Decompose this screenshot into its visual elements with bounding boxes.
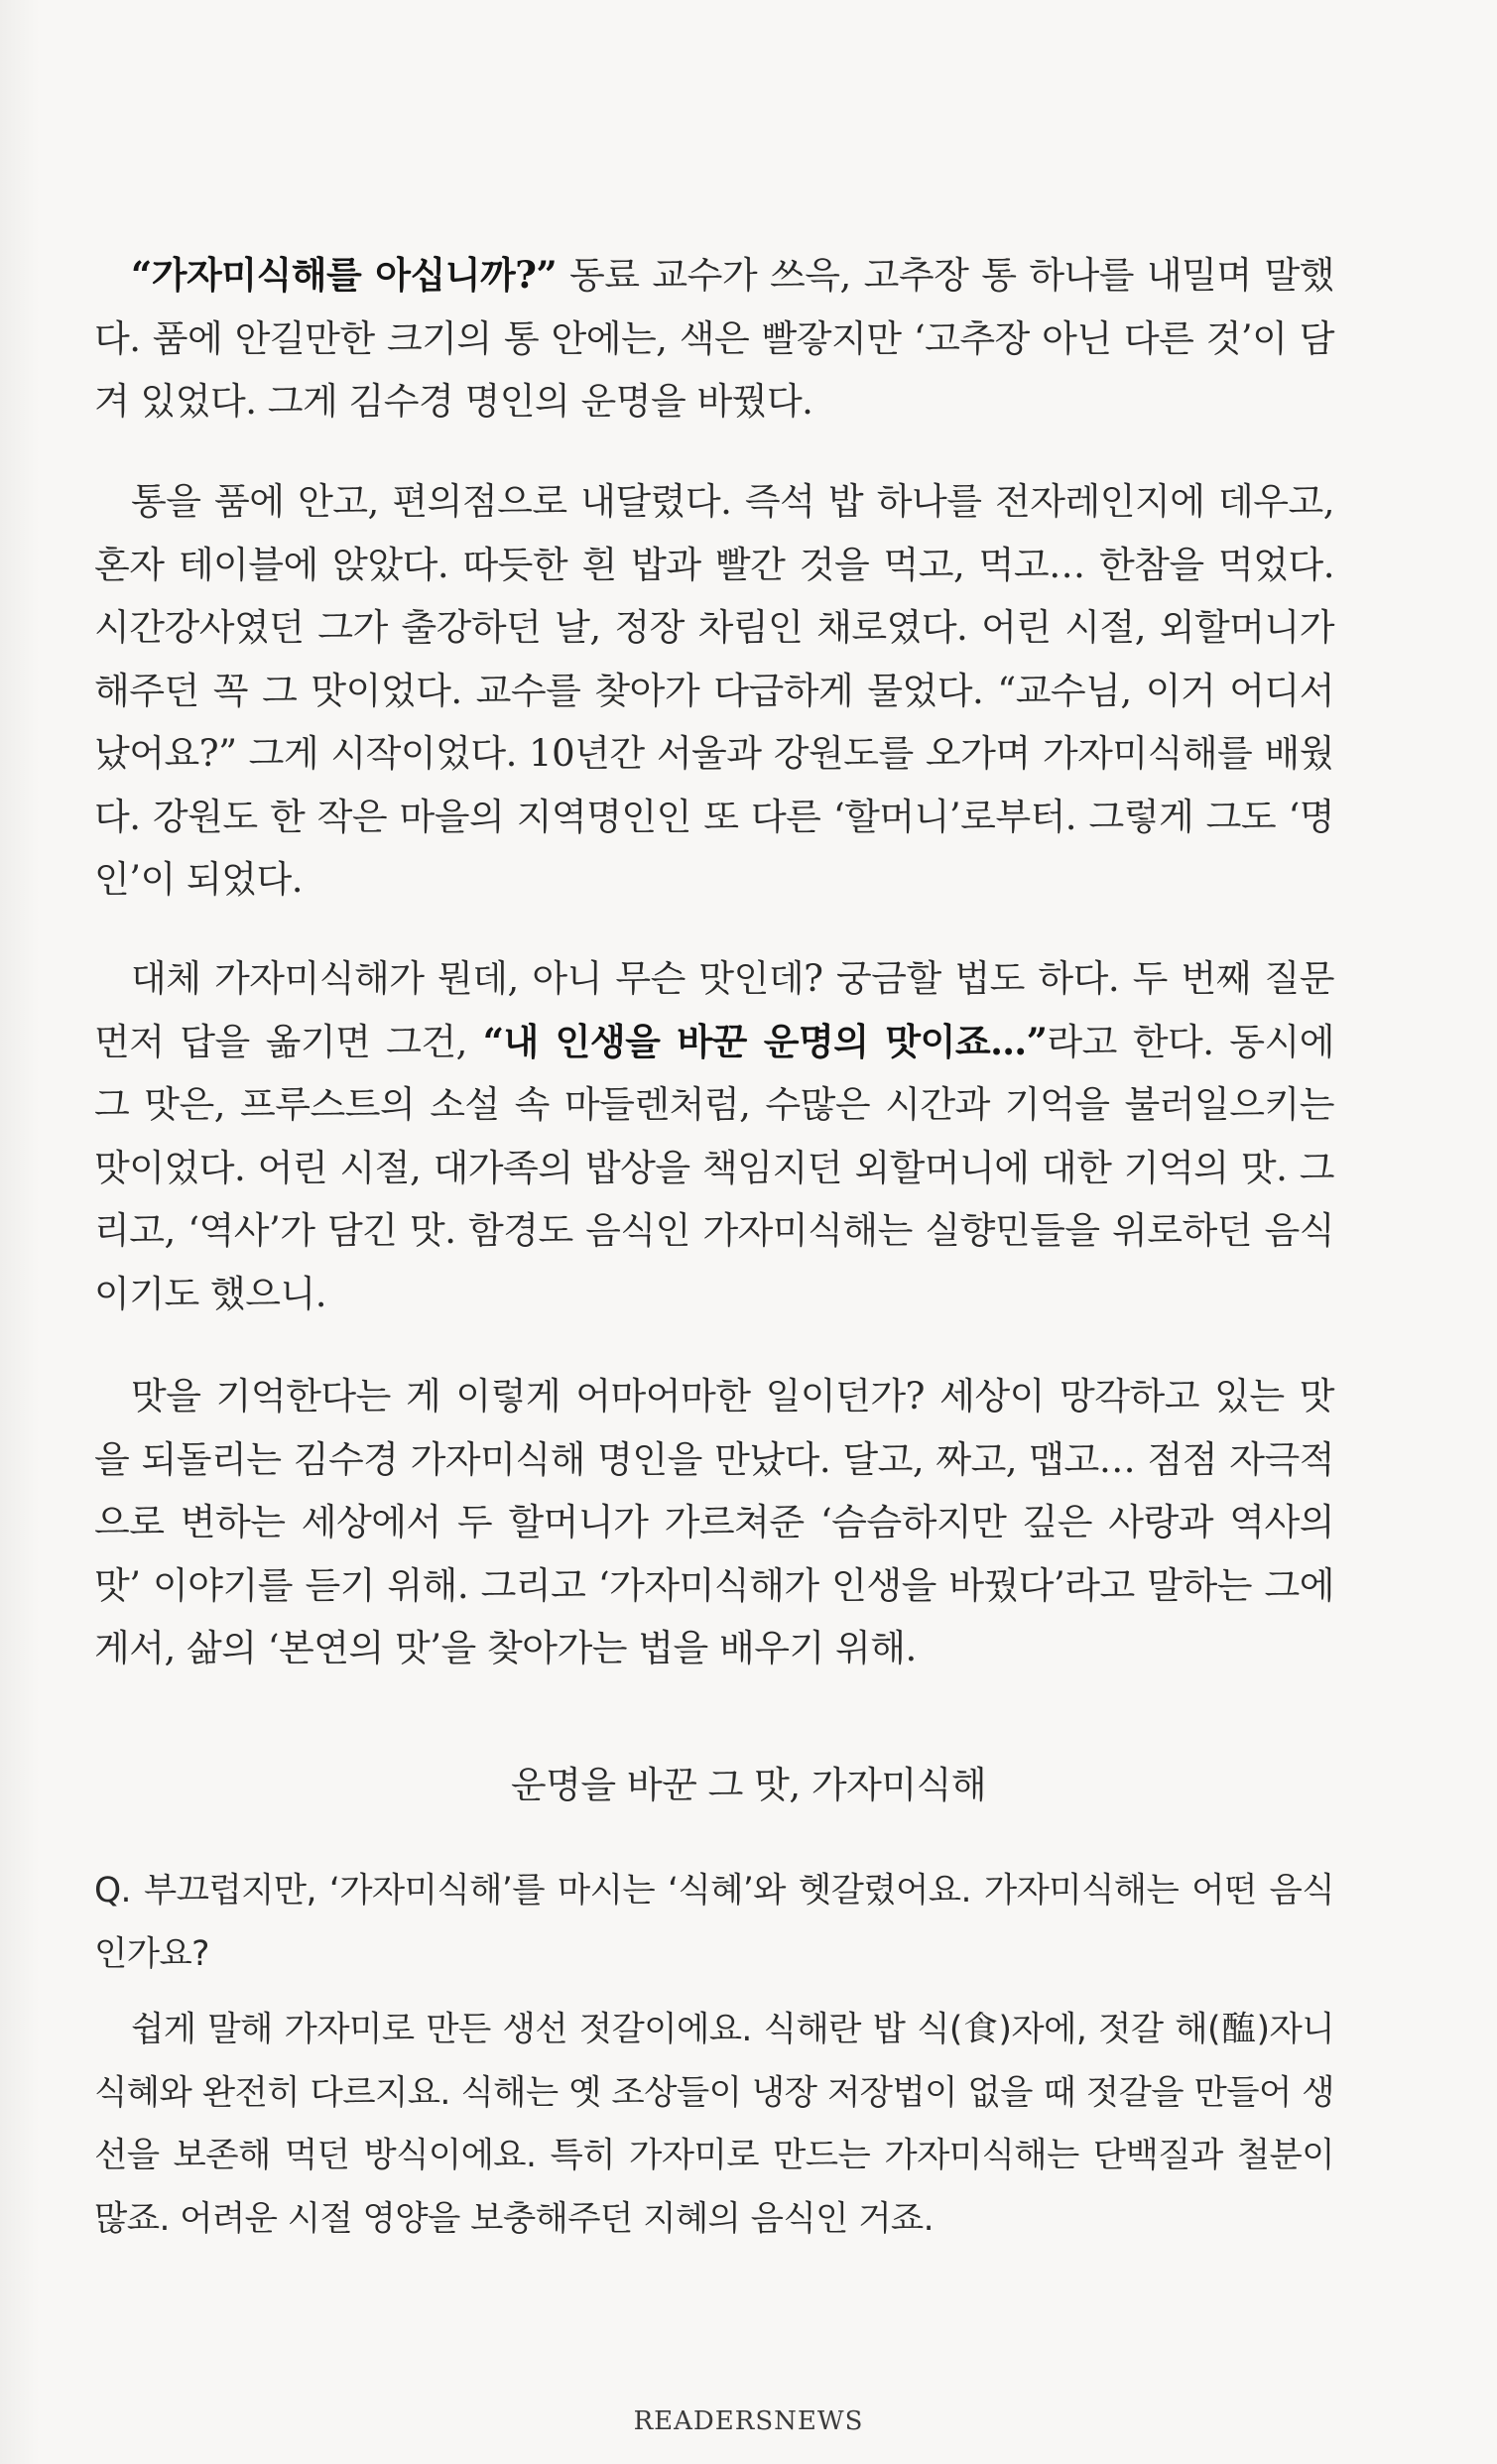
intro-text: 동료 교수가 쓰윽, 고추장 통 하나를 내밀며 말했다. 품에 안길만한 크기의 통 안에는, 색은 빨갛지만 ‘고추장 아닌 다른 것’이 담겨 있었다. 그게 김수경 명인의 운명을 바꿨다. [94, 254, 1334, 423]
taste-text-start: 대체 가자미식해가 뭔데, 아니 무슨 맛인데? 궁금할 법도 하다. 두 번째 질문 먼저 답을 옮기면 그건, [94, 957, 1334, 1063]
paragraph-discovery [94, 470, 1334, 912]
opening-quote: “가자미식해를 아십니까?” [131, 253, 558, 297]
answer-text: 쉽게 말해 가자미로 만든 생선 젓갈이에요. 식해란 밥 식(食)자에, 젓갈 해(醢)자니 식혜와 완전히 다르지요. 식해는 옛 조상들이 냉장 저장법이 없을 때 젓갈을 만들어 생선을 보존해 먹던 방식이에요. 특히 가자미로 만드는 가자미식해는 단백질과 철분이 많죠. 어려운 시절 영양을 보충해주던 지혜의 음식인 거죠. [94, 2010, 1334, 2239]
discovery-text: 통을 품에 안고, 편의점으로 내달렸다. 즉석 밥 하나를 전자레인지에 데우고, 혼자 테이블에 앉았다. 따듯한 흰 밥과 빨간 것을 먹고, 먹고… 한참을 먹었다. 시간강사였던 그가 출강하던 날, 정장 차림인 채로였다. 어린 시절, 외할머니가 해주던 꼭 그 맛이었다. 교수를 찾아가 다급하게 물었다. “교수님, 이거 어디서 났어요?” 그게 시작이었다. 10년간 서울과 강원도를 오가며 가자미식해를 배웠다. 강원도 한 작은 마을의 지역명인인 또 다른 ‘할머니’로부터. 그렇게 그도 ‘명인’이 되었다. [94, 480, 1334, 901]
paragraph-purpose [94, 1365, 1334, 1680]
section-heading: 운명을 바꾼 그 맛, 가자미식해 [510, 1764, 987, 1806]
publisher-footer: READERSNEWS [633, 2406, 864, 2436]
purpose-text: 맛을 기억한다는 게 이렇게 어마어마한 일이던가? 세상이 망각하고 있는 맛을 되돌리는 김수경 가자미식해 명인을 만났다. 달고, 짜고, 맵고… 점점 자극적으로 변하는 세상에서 두 할머니가 가르쳐준 ‘슴슴하지만 깊은 사랑과 역사의 맛’ 이야기를 듣기 위해. 그리고 ‘가자미식해가 인생을 바꿨다’라고 말하는 그에게서, 삶의 ‘본연의 맛’을 찾아가는 법을 배우기 위해. [94, 1375, 1334, 1669]
highlight-quote: “내 인생을 바꾼 운명의 맛이죠…” [482, 1019, 1048, 1063]
question-text: Q. 부끄럽지만, ‘가자미식해’를 마시는 ‘식혜’와 헷갈렸어요. 가자미식해는 어떤 음식인가요? [94, 1871, 1334, 1974]
interview-answer [94, 1999, 1334, 2251]
interview-question [94, 1860, 1334, 1986]
taste-text-end: 라고 한다. 동시에 그 맛은, 프루스트의 소설 속 마들렌처럼, 수많은 시간과 기억을 불러일으키는 맛이었다. 어린 시절, 대가족의 밥상을 책임지던 외할머니에 대한 기억의 맛. 그리고, ‘역사’가 담긴 맛. 함경도 음식인 가자미식해는 실향민들을 위로하던 음식이기도 했으니. [94, 1020, 1335, 1315]
paragraph-intro [94, 244, 1334, 433]
paragraph-taste [94, 947, 1334, 1325]
